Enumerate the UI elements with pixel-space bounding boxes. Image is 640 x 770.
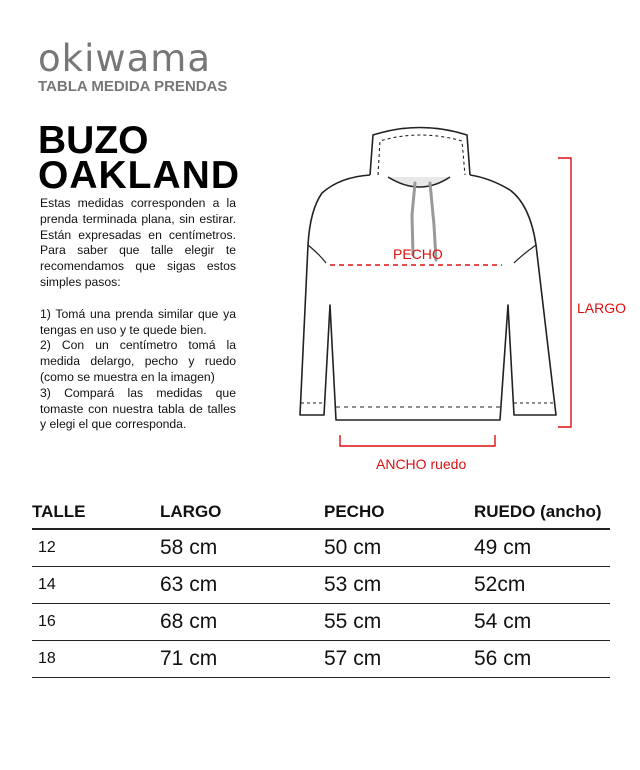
cell-talle: 14 xyxy=(32,567,160,604)
cell-pecho: 50 cm xyxy=(324,529,474,567)
size-table xyxy=(32,496,610,678)
cell-ruedo: 54 cm xyxy=(474,604,610,641)
ancho-ruedo-label: ANCHO ruedo xyxy=(376,456,467,472)
cell-ruedo: 49 cm xyxy=(474,529,610,567)
hoodie-measurement-diagram xyxy=(270,115,590,465)
header-largo: LARGO xyxy=(160,496,324,529)
header-pecho: PECHO xyxy=(324,496,474,529)
size-table-header xyxy=(32,496,610,529)
table-row xyxy=(32,567,610,604)
table-row xyxy=(32,529,610,567)
cell-largo: 68 cm xyxy=(160,604,324,641)
cell-ruedo: 52cm xyxy=(474,567,610,604)
cell-largo: 63 cm xyxy=(160,567,324,604)
cell-ruedo: 56 cm xyxy=(474,641,610,678)
cell-talle: 18 xyxy=(32,641,160,678)
header-talle: TALLE xyxy=(32,496,160,529)
cell-largo: 71 cm xyxy=(160,641,324,678)
left-shoulder-seam xyxy=(308,245,326,263)
hood-opening xyxy=(388,177,450,187)
instructions-step-1: 1) Tomá una prenda similar que ya tengas en uso y te quede bien. xyxy=(40,306,236,337)
instructions-step-2: 2) Con un centímetro tomá la medida delargo, pecho y ruedo (como se muestra en la imagen) xyxy=(40,338,236,384)
pecho-label: PECHO xyxy=(393,246,443,262)
instructions-intro: Estas medidas corresponden a la prenda terminada plana, sin estirar. Están expresadas en centímetros. Para saber que talle elegir te recomendamos que sigas estos simples pasos: xyxy=(40,196,236,289)
largo-label: LARGO xyxy=(577,300,627,316)
cell-pecho: 53 cm xyxy=(324,567,474,604)
cell-talle: 16 xyxy=(32,604,160,641)
hood-inner xyxy=(378,135,465,175)
right-shoulder-seam xyxy=(514,245,536,263)
largo-measure-line xyxy=(558,158,571,427)
instructions-text xyxy=(40,196,236,433)
brand-logo: okiwama xyxy=(38,37,211,80)
hoodie-body-outline xyxy=(300,175,556,420)
table-row xyxy=(32,604,610,641)
instructions-step-3: 3) Compará las medidas que tomaste con nuestra tabla de talles y elegi el que corresponda. xyxy=(40,385,236,432)
product-title-line1: BUZO xyxy=(38,119,149,162)
header-ruedo: RUEDO (ancho) xyxy=(474,496,610,529)
cell-talle: 12 xyxy=(32,529,160,567)
product-title-line2: OAKLAND xyxy=(38,154,240,197)
ancho-measure-line xyxy=(340,435,495,446)
cell-pecho: 57 cm xyxy=(324,641,474,678)
cell-largo: 58 cm xyxy=(160,529,324,567)
table-row xyxy=(32,641,610,678)
cell-pecho: 55 cm xyxy=(324,604,474,641)
page-subtitle: TABLA MEDIDA PRENDAS xyxy=(38,78,228,95)
